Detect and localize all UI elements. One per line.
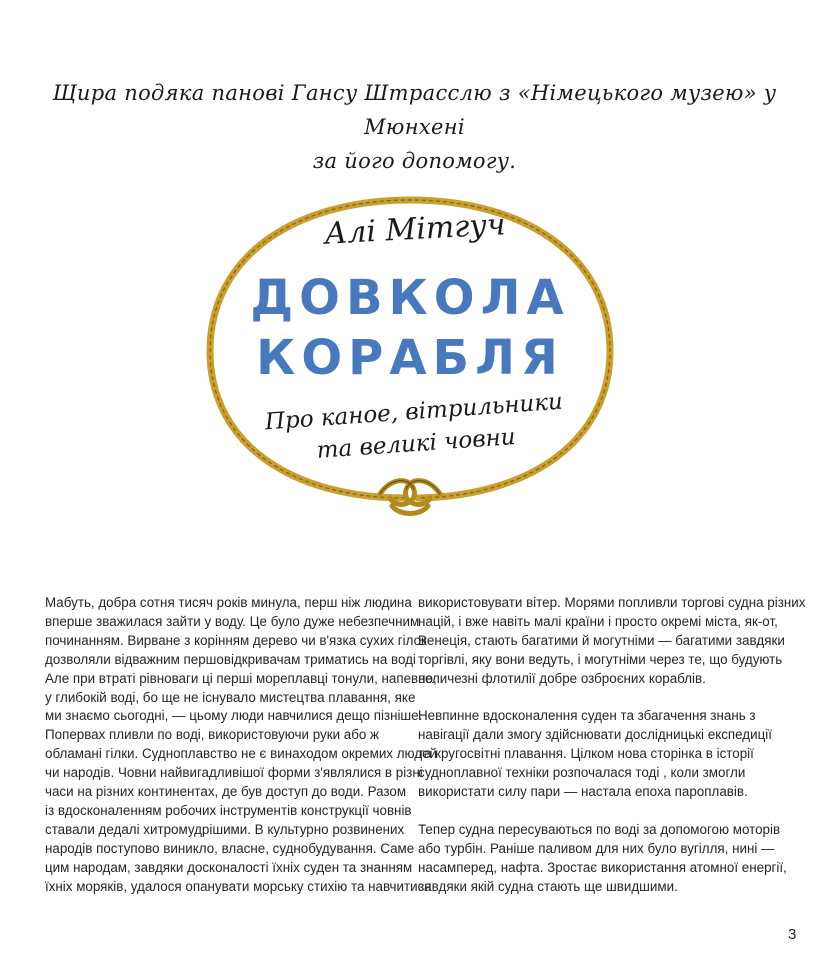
- text-line: судноплавної техніки розпочалася тоді , коли змогли: [418, 765, 746, 781]
- text-column-right: [418, 594, 806, 896]
- text-line: народів поступово виникло, власне, суднобудування. Саме: [45, 840, 415, 856]
- title-line: ДОВКОЛА: [250, 270, 570, 326]
- paragraph: [418, 707, 782, 802]
- page-number: 3: [788, 926, 797, 943]
- text-line: або турбін. Раніше паливом для них було вугілля, нині —: [418, 840, 775, 856]
- text-line: дозволяли відважним першовідкривачам триматись на воді .: [45, 651, 424, 667]
- text-line: націй, і вже навіть малі країни і просто окремі міста, як-от,: [418, 613, 778, 629]
- dedication-line: Щира подяка панові Гансу Штрасслю з «Німецького музею» у Мюнхені: [52, 81, 777, 139]
- text-line: починанням. Вирване з корінням дерево чи в'язка сухих гілок: [45, 632, 427, 648]
- text-line: Венеція, стають багатими й могутніми — багатими завдяки: [418, 632, 785, 648]
- text-line: Мабуть, добра сотня тисяч років минула, перш ніж людина: [45, 595, 412, 610]
- author-name: Алі Мітгуч: [323, 207, 507, 252]
- text-line: використовувати вітер. Морями попливли торгові судна різних: [418, 595, 806, 610]
- text-line: та кругосвітні плавання. Цілком нова сторінка в історії: [418, 746, 754, 762]
- text-line: величезні флотилії добре озброєних кораблів.: [418, 670, 706, 686]
- book-title: [240, 268, 580, 388]
- paragraph: [418, 821, 787, 897]
- text-line: ми знаємо сьогодні, — цьому люди навчилися дещо пізніше.: [45, 708, 423, 724]
- text-line: їхніх моряків, удалося опанувати морську стихію та навчитися: [45, 878, 432, 894]
- text-column-left: [45, 594, 438, 897]
- text-line: вперше зважилася зайти у воду. Це було дуже небезпечним: [45, 613, 420, 629]
- text-line: навігації дали змогу здійснювати дослідницькі експедиції: [418, 727, 772, 743]
- text-line: Невпинне вдосконалення суден та збагачення знань з: [418, 708, 756, 724]
- text-line: ставали дедалі хитромудрішими. В культурно розвинених: [45, 821, 405, 837]
- paragraph: [45, 594, 438, 897]
- knot-icon: [380, 481, 440, 514]
- text-line: завдяки якій судна стають ще швидшими.: [418, 878, 678, 894]
- dedication-line: за його допомогу.: [312, 149, 517, 173]
- text-line: обламані гілки. Судноплавство не є винаходом окремих людей: [45, 746, 438, 762]
- title-line: КОРАБЛЯ: [256, 330, 564, 386]
- text-line: цим народам, завдяки досконалості їхніх суден та знанням: [45, 859, 413, 875]
- subtitle-line: та великі човни: [315, 424, 517, 464]
- text-line: торгівлі, яку вони ведуть, і могутніми через те, що будують: [418, 651, 783, 667]
- text-line: у глибокій воді, бо ще не існувало мистецтва плавання, яке: [45, 689, 416, 705]
- subtitle-line: Про каное, вітрильники: [264, 388, 564, 436]
- paragraph: [418, 594, 806, 689]
- text-line: насамперед, нафта. Зростає використання атомної енергії,: [418, 859, 787, 875]
- text-line: часи на різних континентах, де був доступ до води. Разом: [45, 784, 407, 800]
- dedication: [30, 76, 799, 178]
- text-line: із вдосконаленням робочих інструментів конструкції човнів: [45, 802, 412, 818]
- text-line: Але при втраті рівноваги ці перші мореплавці тонули, напевно,: [45, 670, 437, 686]
- text-line: використати силу пари — настала епоха пароплавів.: [418, 784, 748, 800]
- text-line: Тепер судна пересуваються по воді за допомогою моторів: [418, 821, 781, 837]
- text-line: Поперваx пливли по воді, використовуючи руки або ж: [45, 727, 380, 743]
- text-line: чи народів. Човни найвигадливішої форми з'являлися в різні: [45, 765, 423, 781]
